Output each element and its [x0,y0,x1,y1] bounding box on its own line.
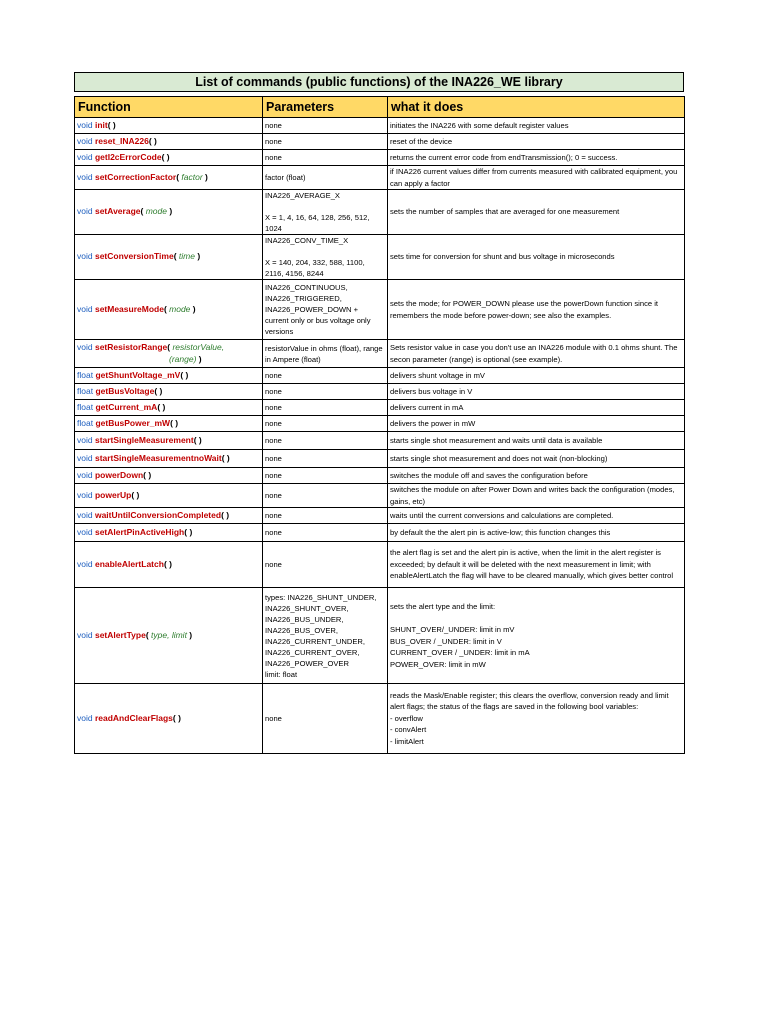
paren-open: ( [140,206,146,217]
header-function: Function [75,97,263,118]
paren-empty: ( ) [184,526,193,537]
table-row [75,134,685,150]
parameters-cell: none [263,432,388,450]
return-type: void [77,171,93,182]
function-cell [75,588,263,684]
description-cell: starts single shot measurement and waits until data is available [388,432,685,450]
description-cell: Sets resistor value in case you don't use an INA226 module with 0.1 ohms shunt. The secon parameter (range) is optional (see example). [388,340,685,368]
description-cell: sets the number of samples that are averaged for one measurement [388,190,685,235]
paren-open: ( [163,303,170,314]
return-type: void [77,135,93,146]
function-name: setMeasureMode [94,303,164,314]
parameters-cell: none [263,384,388,400]
table-row [75,416,685,432]
function-name: init [94,119,108,130]
return-type: void [77,469,93,480]
paren-close: ) [166,206,173,217]
parameters-cell: types: INA226_SHUNT_UNDER, INA226_SHUNT_OVER, INA226_BUS_UNDER, INA226_BUS_OVER, INA226_CURRENT_UNDER, INA226_CURRENT_OVER, INA226_POWER_OVER limit: float [263,588,388,684]
description-cell: starts single shot measurement and does not wait (non-blocking) [388,450,685,468]
paren-empty: ( ) [154,385,163,396]
function-cell [75,484,263,508]
parameters-cell: INA226_CONV_TIME_X X = 140, 204, 332, 588, 1100, 2116, 4156, 8244 [263,235,388,280]
paren-empty: ( ) [163,558,172,569]
function-name: setResistorRange [94,342,168,352]
function-cell [75,416,263,432]
description-cell: reset of the device [388,134,685,150]
function-cell [75,340,263,368]
function-cell [75,166,263,190]
table-row [75,368,685,384]
paren-empty: ( ) [148,135,157,146]
function-name: readAndClearFlags [94,712,173,723]
description-cell: delivers current in mA [388,400,685,416]
commands-table [74,96,685,754]
function-name: setAverage [94,206,141,217]
table-row [75,450,685,468]
return-type: void [77,712,93,723]
table-row [75,235,685,280]
description-cell: sets time for conversion for shunt and bus voltage in microseconds [388,235,685,280]
paren-open: ( [176,171,182,182]
parameters-cell: none [263,484,388,508]
description-cell: returns the current error code from endTransmission(); 0 = success. [388,150,685,166]
function-cell [75,468,263,484]
parameters-cell: none [263,416,388,432]
table-row [75,588,685,684]
argument: resistorValue, [172,342,225,352]
return-type: void [77,452,93,463]
function-cell [75,134,263,150]
description-cell: switches the module on after Power Down and writes back the configuration (modes, gains, etc) [388,484,685,508]
paren-empty: ( ) [180,369,189,380]
parameters-cell: resistorValue in ohms (float), range in Ampere (float) [263,340,388,368]
return-type: float [77,385,94,396]
description-cell: delivers shunt voltage in mV [388,368,685,384]
function-name: reset_INA226 [94,135,149,146]
parameters-cell: none [263,400,388,416]
paren-empty: ( ) [143,469,152,480]
argument: factor [181,171,203,182]
paren-empty: ( ) [170,417,179,428]
table-row [75,400,685,416]
description-cell: reads the Mask/Enable register; this clears the overflow, conversion ready and limit alert flags; the status of the flags are saved in the following bool variables: - overflow - convAlert - limitAlert [388,684,685,754]
table-row [75,340,685,368]
description-cell: if INA226 current values differ from currents measured with calibrated equipment, you can apply a factor [388,166,685,190]
argument: mode [169,303,191,314]
parameters-cell: none [263,150,388,166]
return-type: void [77,489,93,500]
description-cell: waits until the current conversions and calculations are completed. [388,508,685,524]
description-cell: sets the alert type and the limit: SHUNT_OVER/_UNDER: limit in mV BUS_OVER / _UNDER: limit in V CURRENT_OVER / _UNDER: limit in mA POWER_OVER: limit in mW [388,588,685,684]
function-cell [75,150,263,166]
function-name: setAlertPinActiveHigh [94,526,185,537]
paren-empty: ( ) [172,712,181,723]
table-row [75,384,685,400]
parameters-cell: none [263,468,388,484]
command-sheet [74,72,684,754]
paren-close: ) [194,251,201,262]
function-cell [75,235,263,280]
function-cell [75,118,263,134]
header-what-it-does: what it does [388,97,685,118]
function-name: startSingleMeasurementnoWait [94,452,222,463]
table-row [75,508,685,524]
function-name: getBusVoltage [95,385,155,396]
function-name: startSingleMeasurement [94,434,194,445]
table-row [75,684,685,754]
parameters-cell: none [263,134,388,150]
argument: (range) [169,353,197,364]
header-parameters: Parameters [263,97,388,118]
argument: mode [145,206,167,217]
parameters-cell: INA226_CONTINUOUS, INA226_TRIGGERED, INA226_POWER_DOWN + current only or bus voltage only versions [263,280,388,340]
paren-open: ( [145,629,152,640]
function-name: setConversionTime [94,251,174,262]
parameters-cell: none [263,368,388,384]
function-cell [75,384,263,400]
description-cell: delivers the power in mW [388,416,685,432]
parameters-cell: none [263,684,388,754]
paren-open: ( [167,342,173,352]
paren-empty: ( ) [221,509,230,520]
function-name: setAlertType [94,629,146,640]
function-name: getBusPower_mW [95,417,171,428]
function-name: setCorrectionFactor [94,171,177,182]
table-row [75,118,685,134]
parameters-cell: none [263,508,388,524]
table-row [75,190,685,235]
argument: type, limit [151,629,187,640]
function-name: powerDown [94,469,144,480]
function-name: enableAlertLatch [94,558,164,569]
description-cell: switches the module off and saves the configuration before [388,468,685,484]
description-cell: by default the the alert pin is active-low; this function changes this [388,524,685,542]
parameters-cell: none [263,542,388,588]
return-type: void [77,342,93,352]
return-type: void [77,558,93,569]
table-row [75,150,685,166]
return-type: float [77,401,94,412]
return-type: void [77,526,93,537]
paren-empty: ( ) [131,489,140,500]
argument-line-2 [77,354,260,366]
function-cell [75,280,263,340]
paren-close: ) [196,353,202,364]
return-type: float [77,369,94,380]
function-cell [75,368,263,384]
description-cell: the alert flag is set and the alert pin is active, when the limit in the alert register is exceeded; by default it will be deleted with the next measurement in limit; with enableAlertLatch the flag will have to be cleared manually, which gives better control [388,542,685,588]
paren-close: ) [186,629,193,640]
description-cell: delivers bus voltage in V [388,384,685,400]
function-cell [75,684,263,754]
paren-open: ( [173,251,179,262]
return-type: void [77,151,93,162]
paren-close: ) [202,171,208,182]
parameters-cell: factor (float) [263,166,388,190]
return-type: void [77,303,93,314]
paren-empty: ( ) [161,151,170,162]
return-type: void [77,206,93,217]
function-cell [75,190,263,235]
paren-close: ) [190,303,196,314]
return-type: void [77,434,93,445]
function-cell [75,542,263,588]
paren-empty: ( ) [221,452,230,463]
function-name: getCurrent_mA [95,401,158,412]
table-row [75,524,685,542]
function-cell [75,524,263,542]
return-type: void [77,509,93,520]
table-row [75,484,685,508]
paren-empty: ( ) [157,401,166,412]
table-row [75,280,685,340]
function-name: getI2cErrorCode [94,151,162,162]
parameters-cell: none [263,450,388,468]
return-type: void [77,629,93,640]
function-cell [75,450,263,468]
table-row [75,542,685,588]
description-cell: sets the mode; for POWER_DOWN please use the powerDown function since it remembers the mode before power-down; see also the examples. [388,280,685,340]
sheet-title: List of commands (public functions) of the INA226_WE library [74,72,684,92]
header-row [75,97,685,118]
return-type: void [77,251,93,262]
table-row [75,468,685,484]
paren-empty: ( ) [193,434,202,445]
parameters-cell: none [263,118,388,134]
function-name: powerUp [94,489,132,500]
function-name: getShuntVoltage_mV [95,369,181,380]
table-row [75,166,685,190]
parameters-cell: INA226_AVERAGE_X X = 1, 4, 16, 64, 128, 256, 512, 1024 [263,190,388,235]
description-cell: initiates the INA226 with some default register values [388,118,685,134]
function-cell [75,508,263,524]
function-cell [75,432,263,450]
return-type: float [77,417,94,428]
function-name: waitUntilConversionCompleted [94,509,222,520]
function-cell [75,400,263,416]
argument: time [178,251,195,262]
paren-empty: ( ) [107,119,116,130]
parameters-cell: none [263,524,388,542]
return-type: void [77,119,93,130]
table-row [75,432,685,450]
